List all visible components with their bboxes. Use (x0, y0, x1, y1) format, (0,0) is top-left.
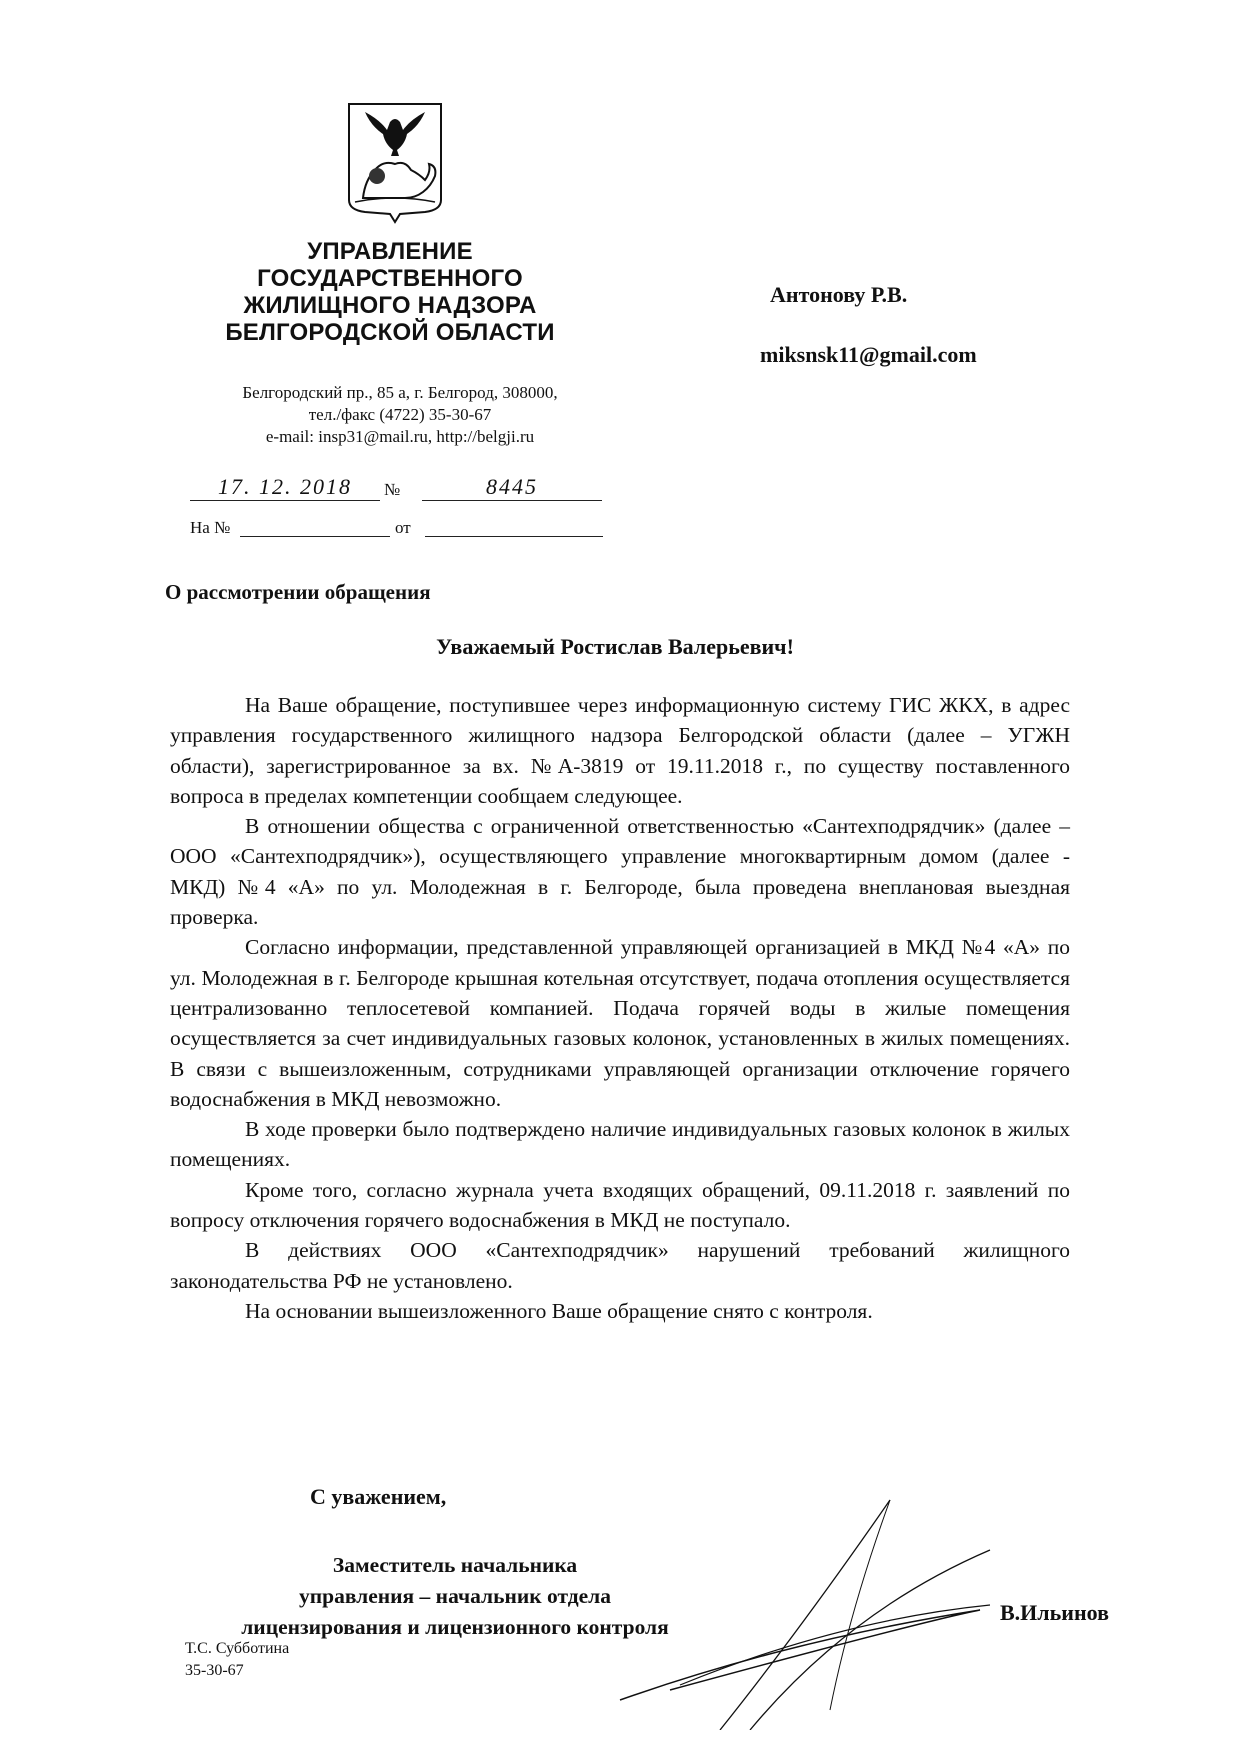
body-paragraph: Согласно информации, представленной управляющей организацией в МКД №4 «А» по ул. Молодежная в г. Белгороде крышная котельная отсутствует, подача отопления осуществляется централизованно теплосетевой компанией. Подача горячей воды в жилые помещения осуществляется за счет индивидуальных газовых колонок, установленных в жилых помещениях. В связи с вышеизложенным, сотрудниками управляющей организации отключение горячего водоснабжения в МКД невозможно. (170, 935, 1070, 1111)
executor-name: Т.С. Субботина (185, 1640, 290, 1657)
phone-line: тел./факс (4722) 35-30-67 (308, 405, 492, 424)
position-line: лицензирования и лицензионного контроля (241, 1615, 669, 1639)
body-paragraph: В действиях ООО «Сантехподрядчик» нарушений требований жилищного законодательства РФ не установлено. (170, 1238, 1070, 1293)
executor-phone: 35-30-67 (185, 1662, 244, 1679)
recipient-name: Антонову Р.В. (770, 282, 908, 307)
recipient-email: miksnsk11@gmail.com (760, 342, 977, 367)
org-title-line: БЕЛГОРОДСКОЙ ОБЛАСТИ (225, 319, 555, 346)
reference-line (190, 518, 610, 542)
reference-date-label: от (395, 518, 411, 537)
registration-line (190, 474, 610, 502)
executor-info (185, 1638, 289, 1682)
org-title-line: УПРАВЛЕНИЕ (307, 238, 473, 265)
belgorod-coat-of-arms-icon (345, 100, 445, 226)
org-title-line: ГОСУДАРСТВЕННОГО (257, 265, 523, 292)
org-title-line: ЖИЛИЩНОГО НАДЗОРА (243, 292, 537, 319)
outgoing-date: 17. 12. 2018 (190, 474, 380, 501)
closing-phrase: С уважением, (310, 1484, 447, 1509)
reference-number-label: На № (190, 518, 231, 537)
organization-title (190, 238, 590, 346)
body-paragraph: На основании вышеизложенного Ваше обращение снято с контроля. (245, 1298, 873, 1323)
body-paragraph: В ходе проверки было подтверждено наличие индивидуальных газовых колонок в жилых помещениях. (170, 1117, 1070, 1172)
body-paragraph: На Ваше обращение, поступившее через информационную систему ГИС ЖКХ, в адрес управления государственного жилищного надзора Белгородской области (далее – УГЖН области), зарегистрированное за вх. №А-3819 от 19.11.2018 г., по существу поставленного вопроса в пределах компетенции сообщаем следующее. (170, 693, 1070, 808)
outgoing-number: 8445 (422, 474, 602, 501)
position-line: Заместитель начальника (332, 1553, 578, 1577)
reference-number-blank (240, 536, 390, 537)
signatory-name: В.Ильинов (1000, 1600, 1109, 1625)
position-line: управления – начальник отдела (299, 1584, 611, 1608)
letter-subject: О рассмотрении обращения (165, 580, 431, 604)
coat-of-arms-emblem (345, 100, 445, 226)
letter-body (170, 690, 1070, 1326)
organization-address (180, 382, 620, 448)
salutation: Уважаемый Ростислав Валерьевич! (436, 634, 794, 659)
address-line: Белгородский пр., 85 а, г. Белгород, 308000, (242, 383, 558, 402)
body-paragraph: В отношении общества с ограниченной ответственностью «Сантехподрядчик» (далее – ООО «Сантехподрядчик»), осуществляющего управление многоквартирным домом (далее - МКД) №4 «А» по ул. Молодежная в г. Белгороде, была проведена внеплановая выездная проверка. (170, 814, 1070, 930)
body-paragraph: Кроме того, согласно журнала учета входящих обращений, 09.11.2018 г. заявлений по вопросу отключения горячего водоснабжения в МКД не поступало. (170, 1177, 1070, 1233)
reference-date-blank (425, 536, 603, 537)
contacts-line: e-mail: insp31@mail.ru, http://belgji.ru (265, 427, 535, 446)
number-label: № (384, 480, 401, 499)
